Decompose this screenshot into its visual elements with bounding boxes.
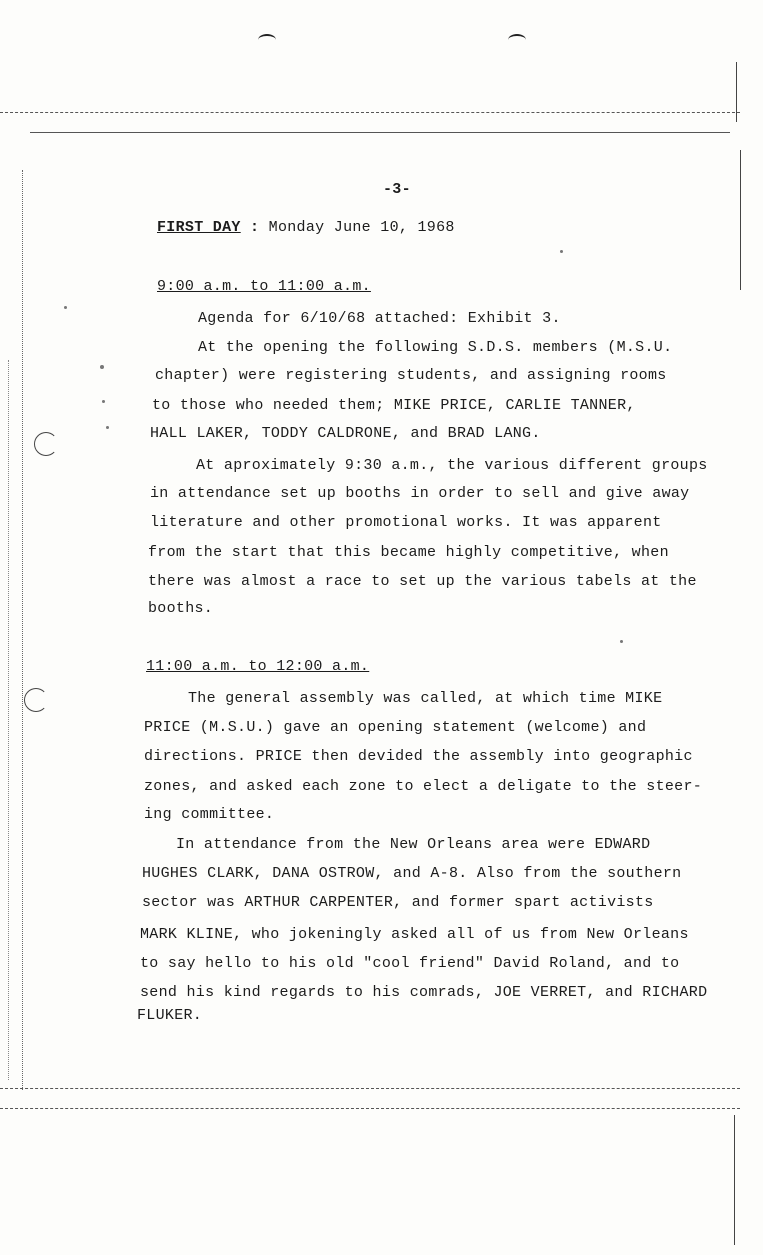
speck [64,306,67,309]
paragraph-line: zones, and asked each zone to elect a deligate to the steer- [144,778,703,795]
first-day-heading [157,218,455,238]
paragraph-line: PRICE (M.S.U.) gave an opening statement (welcome) and [144,719,647,736]
paragraph-line: HALL LAKER, TODDY CALDRONE, and BRAD LANG. [150,425,541,442]
speck [620,640,623,643]
page-border-bottom [0,1088,740,1089]
paragraph-line: in attendance set up booths in order to sell and give away [150,485,690,502]
paragraph-line: directions. PRICE then devided the assembly into geographic [144,748,693,765]
first-day-separator: : [250,219,260,236]
paragraph-line: At the opening the following S.D.S. members (M.S.U. [198,339,673,356]
session-time-heading: 11:00 a.m. to 12:00 a.m. [146,658,370,675]
paragraph-line: chapter) were registering students, and assigning rooms [155,367,667,384]
speck [106,426,109,429]
page-border-bottom-2 [0,1108,740,1109]
paragraph-line: At aproximately 9:30 a.m., the various different groups [196,457,708,474]
paragraph-line: MARK KLINE, who jokeningly asked all of us from New Orleans [140,926,689,943]
first-day-date: Monday June 10, 1968 [268,219,455,236]
paragraph-line: HUGHES CLARK, DANA OSTROW, and A-8. Also from the southern [142,865,682,882]
paragraph-line: from the start that this became highly competitive, when [148,544,669,561]
paragraph-line: to those who needed them; MIKE PRICE, CARLIE TANNER, [152,397,636,414]
punch-hole [24,688,48,712]
page-border-top [0,112,740,113]
staple-mark [508,34,526,46]
punch-hole [34,432,58,456]
paragraph-line: sector was ARTHUR CARPENTER, and former spart activists [142,894,654,911]
edge-line [734,1115,735,1245]
first-day-label: FIRST DAY [157,219,241,236]
page-number: -3- [383,181,411,198]
staple-mark [258,34,276,46]
speck [102,400,105,403]
paragraph-line: there was almost a race to set up the various tabels at the [148,573,697,590]
paragraph-line: In attendance from the New Orleans area were EDWARD [176,836,651,853]
session-time-heading: 9:00 a.m. to 11:00 a.m. [157,278,371,295]
header-rule [30,132,730,133]
paragraph-line: The general assembly was called, at which time MIKE [188,690,663,707]
edge-line [740,150,741,290]
speck [100,365,104,369]
agenda-line: Agenda for 6/10/68 attached: Exhibit 3. [198,310,561,327]
paragraph-line: literature and other promotional works. It was apparent [150,514,662,531]
paragraph-line: ing committee. [144,806,275,823]
paragraph-line: send his kind regards to his comrads, JOE VERRET, and RICHARD [140,984,708,1001]
paragraph-line: FLUKER. [137,1007,203,1024]
left-margin-dots [22,170,23,1090]
paragraph-line: booths. [148,600,214,617]
paragraph-line: to say hello to his old "cool friend" David Roland, and to [140,955,680,972]
edge-line [736,62,737,122]
left-margin-dots [8,360,9,1080]
speck [560,250,563,253]
